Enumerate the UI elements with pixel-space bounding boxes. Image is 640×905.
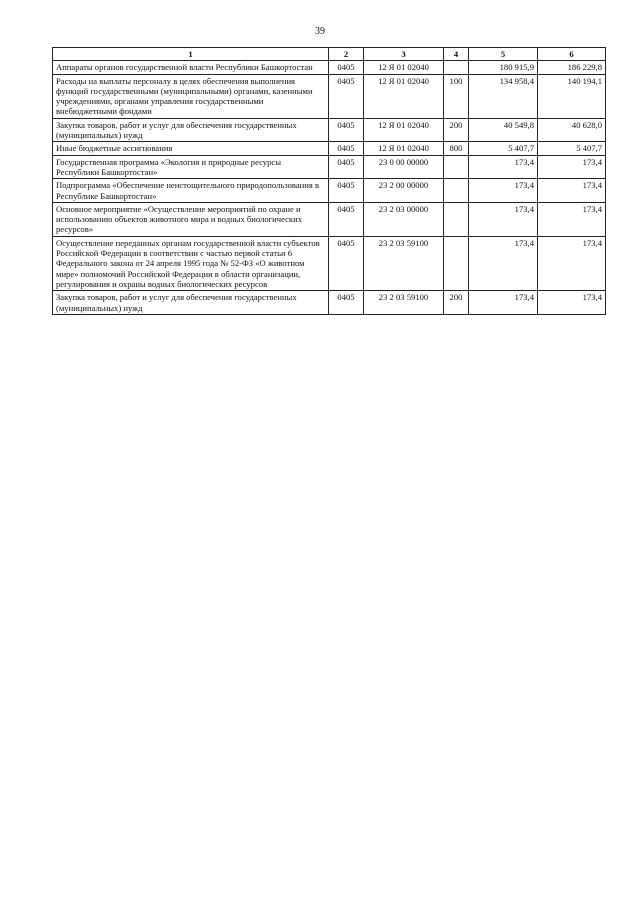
- row-section: 0405: [329, 291, 364, 315]
- row-amount-1: 40 549,8: [469, 118, 538, 142]
- row-name: Иные бюджетные ассигнования: [53, 142, 329, 155]
- row-amount-1: 173,4: [469, 236, 538, 290]
- row-name: Закупка товаров, работ и услуг для обеспечения государственных (муниципальных) нужд: [53, 118, 329, 142]
- header-name: 1: [53, 48, 329, 61]
- row-section: 0405: [329, 202, 364, 236]
- row-amount-2: 173,4: [538, 155, 606, 179]
- row-amount-1: 5 407,7: [469, 142, 538, 155]
- row-section: 0405: [329, 236, 364, 290]
- row-article: 23 0 00 00000: [364, 155, 444, 179]
- row-article: 12 Я 01 02040: [364, 118, 444, 142]
- row-amount-1: 134 958,4: [469, 74, 538, 118]
- row-expense-type: 200: [444, 291, 469, 315]
- row-amount-1: 173,4: [469, 202, 538, 236]
- row-amount-1: 180 915,9: [469, 61, 538, 74]
- row-section: 0405: [329, 118, 364, 142]
- row-amount-2: 40 628,0: [538, 118, 606, 142]
- table-row: [53, 74, 606, 118]
- row-article: 23 2 00 00000: [364, 179, 444, 203]
- header-article: 3: [364, 48, 444, 61]
- row-section: 0405: [329, 61, 364, 74]
- row-amount-2: 173,4: [538, 202, 606, 236]
- row-amount-2: 140 194,1: [538, 74, 606, 118]
- header-amount-2: 6: [538, 48, 606, 61]
- table-row: [53, 155, 606, 179]
- row-article: 23 2 03 59100: [364, 236, 444, 290]
- row-name: Подпрограмма «Обеспечение неистощительного природопользования в Республике Башкортостан»: [53, 179, 329, 203]
- row-section: 0405: [329, 142, 364, 155]
- row-amount-2: 173,4: [538, 291, 606, 315]
- row-name: Осуществление переданных органам государственной власти субъектов Российской Федерации в соответствии с частью первой статьи 6 Федерального закона от 24 апреля 1995 года № 52-ФЗ «О животном мире» полномочий Российской Федерации в области организации, регулирования и охраны водных биологических ресурсов: [53, 236, 329, 290]
- row-amount-1: 173,4: [469, 179, 538, 203]
- row-section: 0405: [329, 74, 364, 118]
- row-article: 12 Я 01 02040: [364, 74, 444, 118]
- row-article: 23 2 03 00000: [364, 202, 444, 236]
- row-article: 23 2 03 59100: [364, 291, 444, 315]
- row-name: Основное мероприятие «Осуществление мероприятий по охране и использованию объектов животного мира и водных биологических ресурсов»: [53, 202, 329, 236]
- row-amount-1: 173,4: [469, 291, 538, 315]
- row-expense-type: [444, 202, 469, 236]
- row-expense-type: [444, 61, 469, 74]
- row-name: Аппараты органов государственной власти Республики Башкортостан: [53, 61, 329, 74]
- header-expense-type: 4: [444, 48, 469, 61]
- row-expense-type: 200: [444, 118, 469, 142]
- row-expense-type: 100: [444, 74, 469, 118]
- table-row: [53, 291, 606, 315]
- row-article: 12 Я 01 02040: [364, 142, 444, 155]
- table-row: [53, 61, 606, 74]
- row-section: 0405: [329, 179, 364, 203]
- header-section: 2: [329, 48, 364, 61]
- row-amount-2: 186 229,8: [538, 61, 606, 74]
- row-section: 0405: [329, 155, 364, 179]
- table-row: [53, 142, 606, 155]
- row-name: Государственная программа «Экология и природные ресурсы Республики Башкортостан»: [53, 155, 329, 179]
- row-expense-type: [444, 236, 469, 290]
- page-number: 39: [315, 26, 325, 37]
- row-amount-2: 5 407,7: [538, 142, 606, 155]
- row-name: Расходы на выплаты персоналу в целях обеспечения выполнения функций государственными (муниципальными) органами, казенными учреждениями, органами управления государственными внебюджетными фондами: [53, 74, 329, 118]
- header-amount-1: 5: [469, 48, 538, 61]
- table-row: [53, 118, 606, 142]
- row-amount-2: 173,4: [538, 236, 606, 290]
- row-expense-type: [444, 155, 469, 179]
- row-name: Закупка товаров, работ и услуг для обеспечения государственных (муниципальных) нужд: [53, 291, 329, 315]
- row-amount-2: 173,4: [538, 179, 606, 203]
- budget-table: [52, 47, 606, 315]
- table-row: [53, 236, 606, 290]
- table-row: [53, 202, 606, 236]
- row-expense-type: 800: [444, 142, 469, 155]
- table-row: [53, 179, 606, 203]
- table-header-row: [53, 48, 606, 61]
- row-expense-type: [444, 179, 469, 203]
- row-article: 12 Я 01 02040: [364, 61, 444, 74]
- row-amount-1: 173,4: [469, 155, 538, 179]
